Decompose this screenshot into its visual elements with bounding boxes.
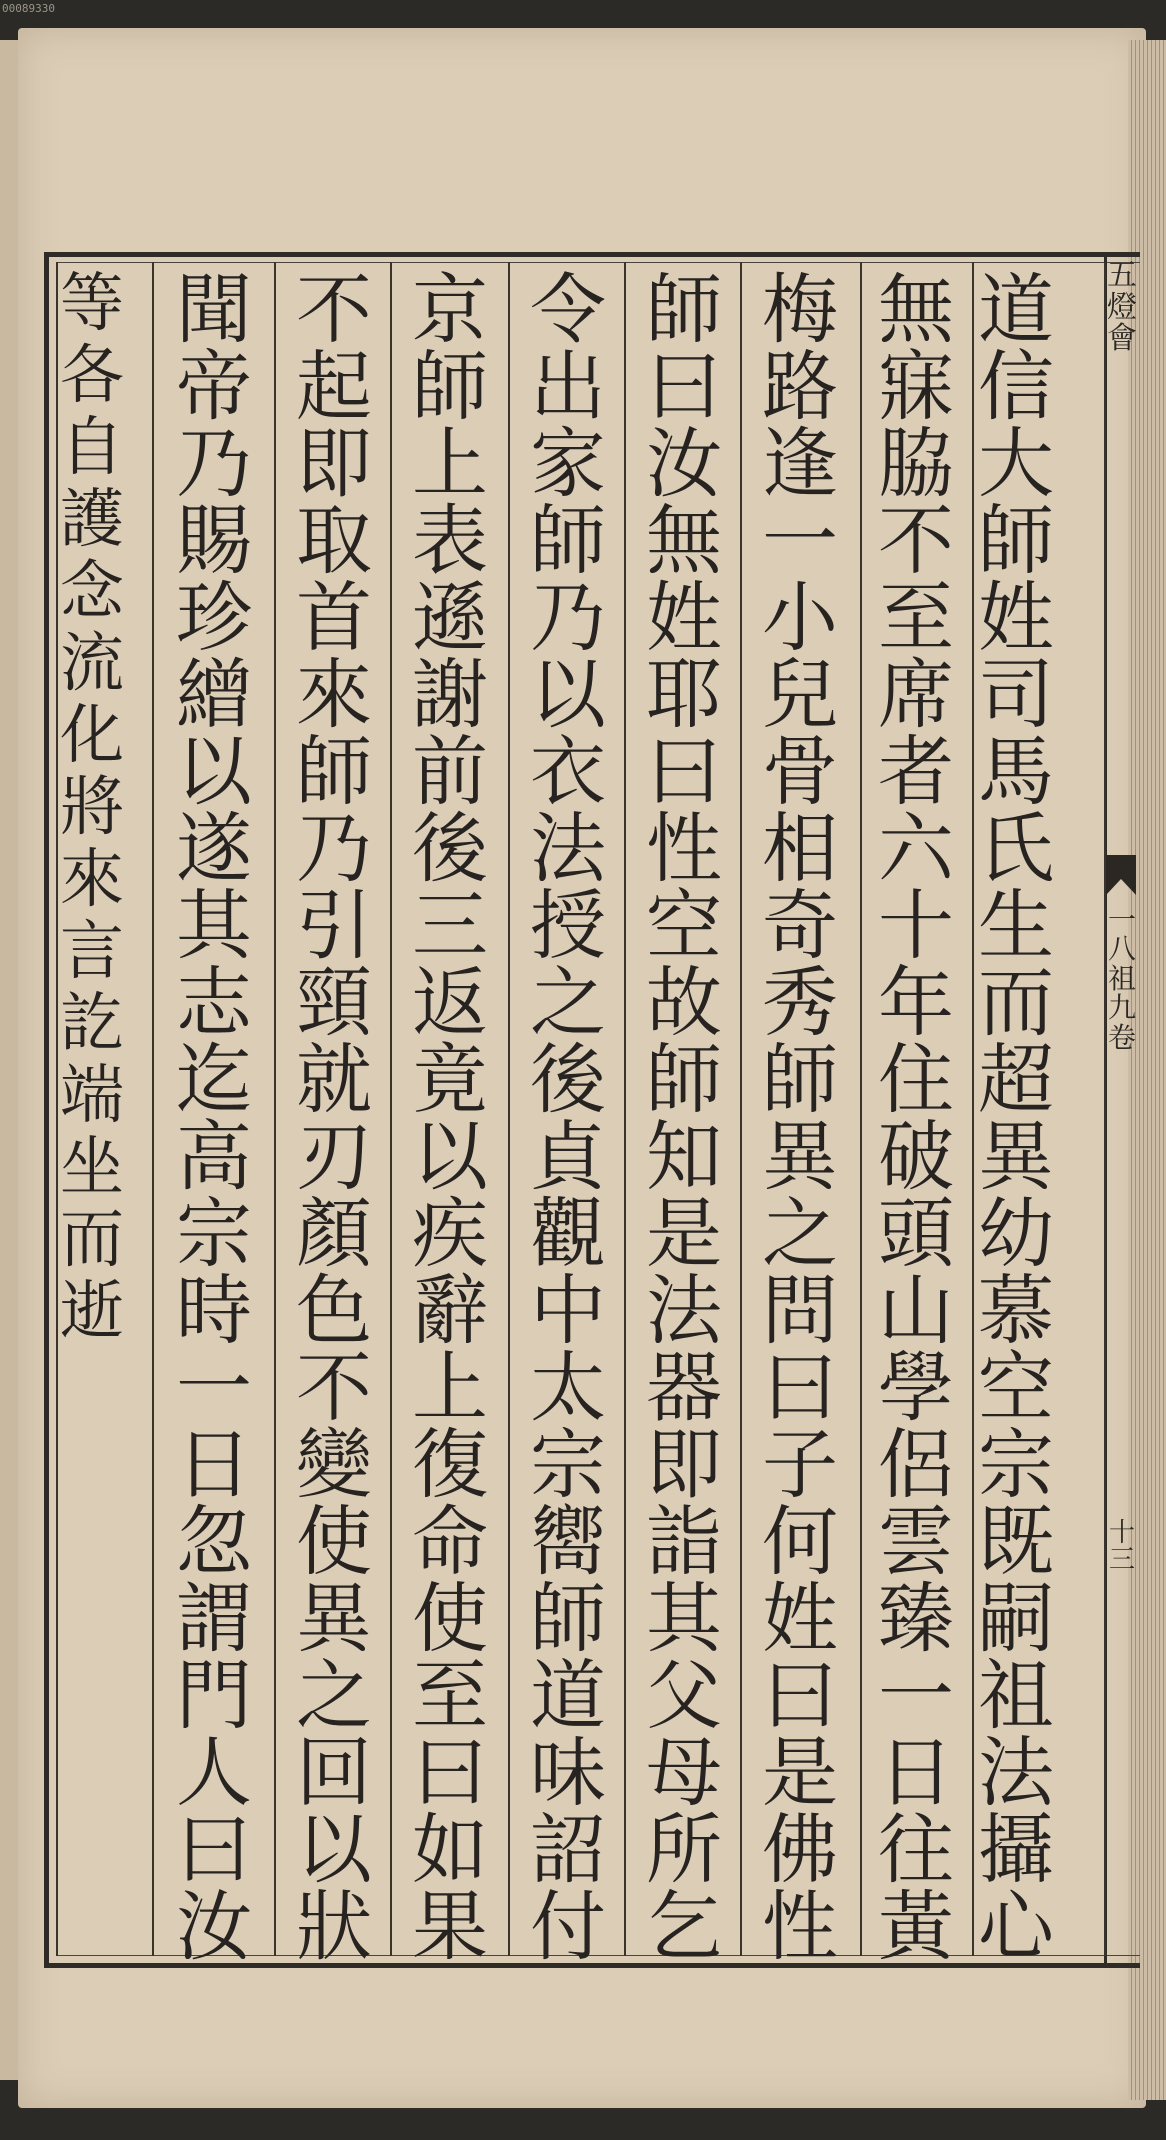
- character: 所: [646, 1805, 722, 1894]
- character: 就: [296, 1035, 372, 1124]
- character: 曰: [762, 1343, 838, 1432]
- text-column: [290, 262, 378, 1971]
- character: 嚮: [530, 1497, 606, 1586]
- character: 奇: [762, 881, 838, 970]
- character: 使: [412, 1574, 488, 1663]
- character: 來: [296, 650, 372, 739]
- character: 坐: [60, 1131, 124, 1205]
- character: 汝: [176, 1882, 252, 1971]
- character: 席: [878, 650, 954, 739]
- character: 頸: [296, 958, 372, 1047]
- character: 之: [296, 1651, 372, 1740]
- character: 師: [762, 1035, 838, 1124]
- character: 遂: [176, 804, 252, 893]
- character: 馬: [978, 727, 1054, 816]
- banxin-folio-number: 十 三: [1108, 1518, 1135, 1576]
- character: 疾: [412, 1189, 488, 1278]
- character: 忽: [176, 1497, 252, 1586]
- column-rule: [390, 262, 392, 1956]
- character: 付: [530, 1882, 606, 1971]
- character: 其: [646, 1574, 722, 1663]
- character: 味: [530, 1728, 606, 1817]
- character: 信: [978, 342, 1054, 431]
- character: 問: [762, 1266, 838, 1355]
- character: 小: [762, 573, 838, 662]
- character: 乃: [530, 573, 606, 662]
- banxin-title: 五 燈 會: [1107, 258, 1137, 356]
- character: 如: [412, 1805, 488, 1894]
- character: 幼: [978, 1189, 1054, 1278]
- character: 山: [878, 1266, 954, 1355]
- text-column: [756, 262, 844, 1971]
- character: 無: [646, 496, 722, 585]
- character: 帝: [176, 342, 252, 431]
- character: 念: [60, 555, 124, 629]
- character: 訖: [60, 987, 124, 1061]
- text-column: [57, 262, 127, 1966]
- character: 師: [530, 1574, 606, 1663]
- character: 將: [60, 771, 124, 845]
- character: 相: [762, 804, 838, 893]
- character: 空: [646, 881, 722, 970]
- character: 姓: [978, 573, 1054, 662]
- character: 頭: [878, 1189, 954, 1278]
- character: 聞: [176, 265, 252, 354]
- character: 是: [646, 1189, 722, 1278]
- character: 汝: [646, 419, 722, 508]
- character: 其: [176, 881, 252, 970]
- character: 逝: [60, 1275, 124, 1349]
- character: 以: [176, 727, 252, 816]
- character: 門: [176, 1651, 252, 1740]
- character: 器: [646, 1343, 722, 1432]
- character: 言: [60, 915, 124, 989]
- character: 祖: [978, 1651, 1054, 1740]
- character: 上: [412, 419, 488, 508]
- character: 道: [530, 1651, 606, 1740]
- character: 各: [60, 339, 124, 413]
- character: 曰: [412, 1728, 488, 1817]
- character: 等: [60, 267, 124, 341]
- character: 雲: [878, 1497, 954, 1586]
- character: 日: [878, 1728, 954, 1817]
- character: 上: [412, 1343, 488, 1432]
- character: 使: [296, 1497, 372, 1586]
- character: 乃: [296, 804, 372, 893]
- character: 珍: [176, 573, 252, 662]
- character: 臻: [878, 1574, 954, 1663]
- character: 宗: [978, 1420, 1054, 1509]
- character: 貞: [530, 1112, 606, 1201]
- character: 兒: [762, 650, 838, 739]
- character: 不: [878, 496, 954, 585]
- text-column: [406, 262, 494, 1971]
- character: 超: [978, 1035, 1054, 1124]
- character: 曰: [762, 1651, 838, 1740]
- column-rule: [860, 262, 862, 1956]
- character: 師: [646, 265, 722, 354]
- character: 詔: [530, 1805, 606, 1894]
- character: 返: [412, 958, 488, 1047]
- character: 觀: [530, 1189, 606, 1278]
- character: 異: [978, 1112, 1054, 1201]
- character: 法: [646, 1266, 722, 1355]
- text-column: [524, 262, 612, 1971]
- character: 表: [412, 496, 488, 585]
- character: 不: [296, 1343, 372, 1432]
- character: 無: [878, 265, 954, 354]
- character: 家: [530, 419, 606, 508]
- character: 命: [412, 1497, 488, 1586]
- character: 秀: [762, 958, 838, 1047]
- character: 慕: [978, 1266, 1054, 1355]
- character: 之: [762, 1189, 838, 1278]
- column-rule: [740, 262, 742, 1956]
- character: 佛: [762, 1805, 838, 1894]
- character: 黃: [878, 1882, 954, 1971]
- character: 令: [530, 265, 606, 354]
- character: 後: [530, 1035, 606, 1124]
- character: 父: [646, 1651, 722, 1740]
- character: 京: [412, 265, 488, 354]
- character: 即: [646, 1420, 722, 1509]
- text-column: [972, 262, 1060, 1971]
- column-rule: [508, 262, 510, 1956]
- character: 復: [412, 1420, 488, 1509]
- character: 宗: [176, 1189, 252, 1278]
- character: 一: [762, 496, 838, 585]
- character: 六: [878, 804, 954, 893]
- column-rule: [152, 262, 154, 1956]
- character: 賜: [176, 496, 252, 585]
- character: 是: [762, 1728, 838, 1817]
- character: 刃: [296, 1112, 372, 1201]
- character: 脇: [878, 419, 954, 508]
- column-rule: [274, 262, 276, 1956]
- character: 乞: [646, 1882, 722, 1971]
- character: 自: [60, 411, 124, 485]
- character: 法: [530, 804, 606, 893]
- character: 詣: [646, 1497, 722, 1586]
- character: 梅: [762, 265, 838, 354]
- character: 回: [296, 1728, 372, 1817]
- banxin-juan-label: 一 八 祖 九 卷: [1107, 903, 1136, 1054]
- character: 骨: [762, 727, 838, 816]
- character: 年: [878, 958, 954, 1047]
- character: 至: [878, 573, 954, 662]
- character: 大: [978, 419, 1054, 508]
- character: 狀: [296, 1882, 372, 1971]
- character: 變: [296, 1420, 372, 1509]
- banxin-strip: [1104, 252, 1139, 1968]
- character: 性: [762, 1882, 838, 1971]
- character: 起: [296, 342, 372, 431]
- character: 以: [296, 1805, 372, 1894]
- scan-id: 00089330: [2, 2, 55, 15]
- character: 衣: [530, 727, 606, 816]
- character: 前: [412, 727, 488, 816]
- character: 生: [978, 881, 1054, 970]
- character: 侶: [878, 1420, 954, 1509]
- character: 師: [412, 342, 488, 431]
- character: 性: [646, 804, 722, 893]
- character: 司: [978, 650, 1054, 739]
- character: 者: [878, 727, 954, 816]
- character: 端: [60, 1059, 124, 1133]
- character: 道: [978, 265, 1054, 354]
- character: 宗: [530, 1420, 606, 1509]
- character: 故: [646, 958, 722, 1047]
- character: 學: [878, 1343, 954, 1432]
- character: 之: [530, 958, 606, 1047]
- character: 十: [878, 881, 954, 970]
- column-rule: [624, 262, 626, 1956]
- character: 逢: [762, 419, 838, 508]
- character: 志: [176, 958, 252, 1047]
- character: 化: [60, 699, 124, 773]
- character: 出: [530, 342, 606, 431]
- character: 師: [530, 496, 606, 585]
- character: 來: [60, 843, 124, 917]
- character: 攝: [978, 1805, 1054, 1894]
- character: 師: [978, 496, 1054, 585]
- character: 果: [412, 1882, 488, 1971]
- character: 護: [60, 483, 124, 557]
- character: 乃: [176, 419, 252, 508]
- character: 取: [296, 496, 372, 585]
- character: 高: [176, 1112, 252, 1201]
- character: 色: [296, 1266, 372, 1355]
- character: 師: [296, 727, 372, 816]
- character: 至: [412, 1651, 488, 1740]
- character: 顏: [296, 1189, 372, 1278]
- character: 授: [530, 881, 606, 970]
- character: 姓: [762, 1574, 838, 1663]
- character: 一: [878, 1651, 954, 1740]
- column-rule: [1104, 262, 1106, 1956]
- character: 後: [412, 804, 488, 893]
- character: 法: [978, 1728, 1054, 1817]
- character: 師: [646, 1035, 722, 1124]
- character: 曰: [646, 342, 722, 431]
- character: 異: [762, 1112, 838, 1201]
- character: 破: [878, 1112, 954, 1201]
- character: 即: [296, 419, 372, 508]
- character: 中: [530, 1266, 606, 1355]
- character: 而: [978, 958, 1054, 1047]
- character: 迄: [176, 1035, 252, 1124]
- character: 謝: [412, 650, 488, 739]
- character: 知: [646, 1112, 722, 1201]
- character: 不: [296, 265, 372, 354]
- character: 異: [296, 1574, 372, 1663]
- text-column: [872, 262, 960, 1971]
- character: 時: [176, 1266, 252, 1355]
- character: 謂: [176, 1574, 252, 1663]
- character: 曰: [646, 727, 722, 816]
- character: 以: [530, 650, 606, 739]
- character: 以: [412, 1112, 488, 1201]
- character: 姓: [646, 573, 722, 662]
- character: 耶: [646, 650, 722, 739]
- text-column: [640, 262, 728, 1971]
- character: 氏: [978, 804, 1054, 893]
- character: 子: [762, 1420, 838, 1509]
- character: 空: [978, 1343, 1054, 1432]
- character: 心: [978, 1882, 1054, 1971]
- character: 首: [296, 573, 372, 662]
- character: 何: [762, 1497, 838, 1586]
- character: 流: [60, 627, 124, 701]
- character: 既: [978, 1497, 1054, 1586]
- character: 遜: [412, 573, 488, 662]
- character: 繒: [176, 650, 252, 739]
- character: 辭: [412, 1266, 488, 1355]
- character: 路: [762, 342, 838, 431]
- character: 住: [878, 1035, 954, 1124]
- character: 曰: [176, 1805, 252, 1894]
- character: 人: [176, 1728, 252, 1817]
- character: 母: [646, 1728, 722, 1817]
- character: 三: [412, 881, 488, 970]
- character: 太: [530, 1343, 606, 1432]
- character: 日: [176, 1420, 252, 1509]
- character: 而: [60, 1203, 124, 1277]
- character: 引: [296, 881, 372, 970]
- character: 嗣: [978, 1574, 1054, 1663]
- character: 往: [878, 1805, 954, 1894]
- character: 寐: [878, 342, 954, 431]
- character: 一: [176, 1343, 252, 1432]
- text-column: [170, 262, 258, 1971]
- character: 竟: [412, 1035, 488, 1124]
